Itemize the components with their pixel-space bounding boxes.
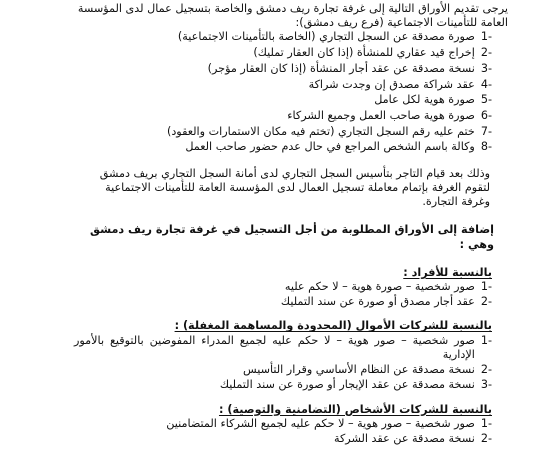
item-number: -5: [480, 93, 492, 107]
list-item: [74, 432, 492, 446]
item-text: ختم عليه رقم السجل التجاري (تختم فيه مكان الاستمارات والعقود): [166, 124, 475, 138]
item-number: -3: [480, 378, 492, 392]
item-number: -7: [480, 124, 492, 138]
item-number: -4: [480, 77, 492, 91]
list-item: [74, 140, 492, 154]
item-text: صور شخصية – صور هوية – لا حكم عليه لجميع المدراء المفوضين بالتوقيع بالأمور الإدارية: [74, 333, 475, 361]
registration-paragraph: وذلك بعد قيام التاجر بتأسيس السجل التجاري لدى أمانة السجل التجاري بريف دمشق لتقوم الغرفة بإتمام معاملة تسجيل العمال لدى المؤسسة العامة للتأمينات الاجتماعية وغرفة التجارة.: [99, 166, 490, 209]
intro-paragraph: يرجى تقديم الأوراق التالية إلى غرفة تجارة ريف دمشق والخاصة بتسجيل عمال لدى المؤسسة العامة للتأمينات الاجتماعية (فرع ريف دمشق):: [77, 2, 508, 30]
list-item: [74, 62, 492, 76]
list-item: [74, 280, 492, 294]
item-number: -2: [480, 363, 492, 377]
subsection-title-capital-companies: بالنسبة للشركات الأموال (المحدودة والمساهمة المغفلة) :: [174, 319, 492, 333]
subsection-title-partnership-companies: بالنسبة للشركات الأشخاص (التضامنية والتوصية) :: [218, 402, 492, 416]
list-item: [74, 46, 492, 60]
item-number: -1: [480, 30, 492, 44]
item-text: نسخة مصدقة عن عقد أجار المنشأة (إذا كان العقار مؤجر): [207, 61, 475, 75]
list-item: [74, 417, 492, 431]
list-item: [74, 78, 492, 92]
item-number: -2: [480, 46, 492, 60]
item-number: -8: [480, 140, 492, 154]
item-text: صورة مصدقة عن السجل التجاري (الخاصة بالتأمينات الاجتماعية): [177, 30, 475, 44]
item-number: -1: [480, 416, 492, 430]
item-text: عقد أجار مصدق أو صورة عن سند التمليك: [280, 295, 475, 309]
list-item: [74, 334, 492, 362]
item-text: صورة هوية لكل عامل: [374, 93, 475, 107]
item-text: عقد شراكة مصدق إن وجدت شراكة: [308, 77, 475, 91]
requirements-list: [74, 30, 492, 154]
section-heading: إضافة إلى الأوراق المطلوبة من أجل التسجيل في غرفة تجارة ريف دمشق وهي :: [90, 223, 494, 251]
list-item: [74, 30, 492, 44]
item-text: نسخة مصدقة عن النظام الأساسي وقرار التأسيس: [242, 363, 475, 377]
partnership-companies-list: [74, 417, 492, 446]
capital-companies-list: [74, 334, 492, 393]
item-text: إخراج قيد عقاري للمنشأة (إذا كان العقار تمليك): [253, 46, 475, 60]
item-number: -1: [480, 280, 492, 293]
list-item: [74, 125, 492, 139]
item-number: -3: [480, 61, 492, 75]
item-text: صورة هوية صاحب العمل وجميع الشركاء: [287, 109, 475, 123]
list-item: [74, 93, 492, 107]
item-number: -2: [480, 295, 492, 309]
item-number: -6: [480, 109, 492, 123]
individuals-list: [74, 280, 492, 309]
list-item: [74, 295, 492, 309]
list-item: [74, 378, 492, 392]
item-text: صور شخصية – صورة هوية – لا حكم عليه: [284, 280, 475, 293]
list-item: [74, 363, 492, 377]
item-text: وكالة باسم الشخص المراجع في حال عدم حضور صاحب العمل: [185, 140, 475, 154]
item-number: -1: [480, 333, 492, 347]
item-text: نسخة مصدقة عن عقد الإيجار أو صورة عن سند التمليك: [219, 378, 475, 392]
item-text: نسخة مصدقة عن عقد الشركة: [333, 431, 475, 445]
subsection-title-individuals: بالنسبة للأفراد :: [403, 265, 492, 279]
item-text: صور شخصية – صور هوية – لا حكم عليه لجميع الشركاء المتضامنين: [166, 416, 475, 430]
item-number: -2: [480, 431, 492, 445]
list-item: [74, 109, 492, 123]
